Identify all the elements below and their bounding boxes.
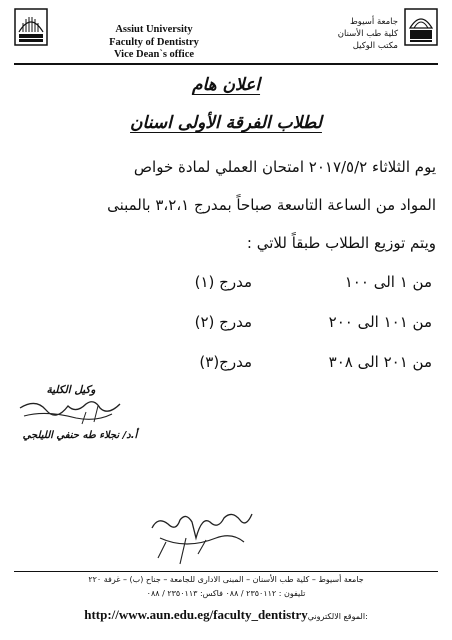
hall-name: مدرج(٣) (199, 353, 252, 371)
body-line-3: ويتم توزيع الطلاب طبقاً للاتي : (246, 234, 436, 252)
student-range: من ١ الى ١٠٠ (344, 273, 432, 291)
body-line-2: المواد من الساعة التاسعة صباحاً بمدرج ٣،٢،١ بالمبنى (107, 196, 436, 214)
faculty-of-dentistry-logo (404, 8, 438, 46)
body-line-1: يوم الثلاثاء ٢٠١٧/٥/٢ امتحان العملي لمادة خواص (133, 158, 436, 176)
hall-name: مدرج (١) (194, 273, 252, 291)
website-label: الموقع الالكتروني: (307, 612, 368, 621)
assiut-university-logo (14, 8, 48, 46)
university-name-ar: جامعة أسيوط (349, 17, 398, 27)
university-name-en: Assiut University (115, 24, 193, 35)
signatory-name: أ.د/ نجلاء طه حنفي الليلجي (22, 430, 138, 441)
distribution-row (60, 273, 432, 297)
student-range: من ٢٠١ الى ٣٠٨ (328, 353, 432, 371)
student-range: من ١٠١ الى ٢٠٠ (328, 313, 432, 331)
faculty-name-en: Faculty of Dentistry (109, 36, 199, 48)
english-letterhead (80, 24, 228, 62)
distribution-row (60, 353, 432, 377)
handwritten-signature (16, 394, 136, 430)
footer-divider (14, 571, 438, 572)
footer-website (14, 604, 438, 623)
office-name-ar: مكتب الوكيل (352, 41, 398, 51)
announcement-title: اعلان هام (191, 75, 261, 95)
arabic-letterhead (290, 16, 398, 52)
faculty-name-ar: كلية طب الأسنان (337, 29, 398, 39)
signature-title: وكيل الكلية (46, 384, 96, 396)
letterhead-divider (14, 63, 438, 65)
announcement-subtitle: لطلاب الفرقة الأولى اسنان (130, 113, 322, 133)
footer-phones: تليفون : ٢٣٥٠١١٢ / ٠٨٨ فاكس: ٢٣٥٠١١٣ / ٠٨٨ (146, 589, 306, 598)
office-name-en: Vice Dean`s office (113, 49, 195, 60)
handwritten-signature (146, 508, 256, 568)
distribution-row (60, 313, 432, 337)
footer-address: جامعة أسيوط – كلية طب الأسنان – المبنى الادارى للجامعة – جناح (ب) – غرفة ٢٢٠ (88, 575, 364, 584)
hall-name: مدرج (٢) (194, 313, 252, 331)
website-link[interactable]: http://www.aun.edu.eg/faculty_dentistry (84, 607, 308, 622)
